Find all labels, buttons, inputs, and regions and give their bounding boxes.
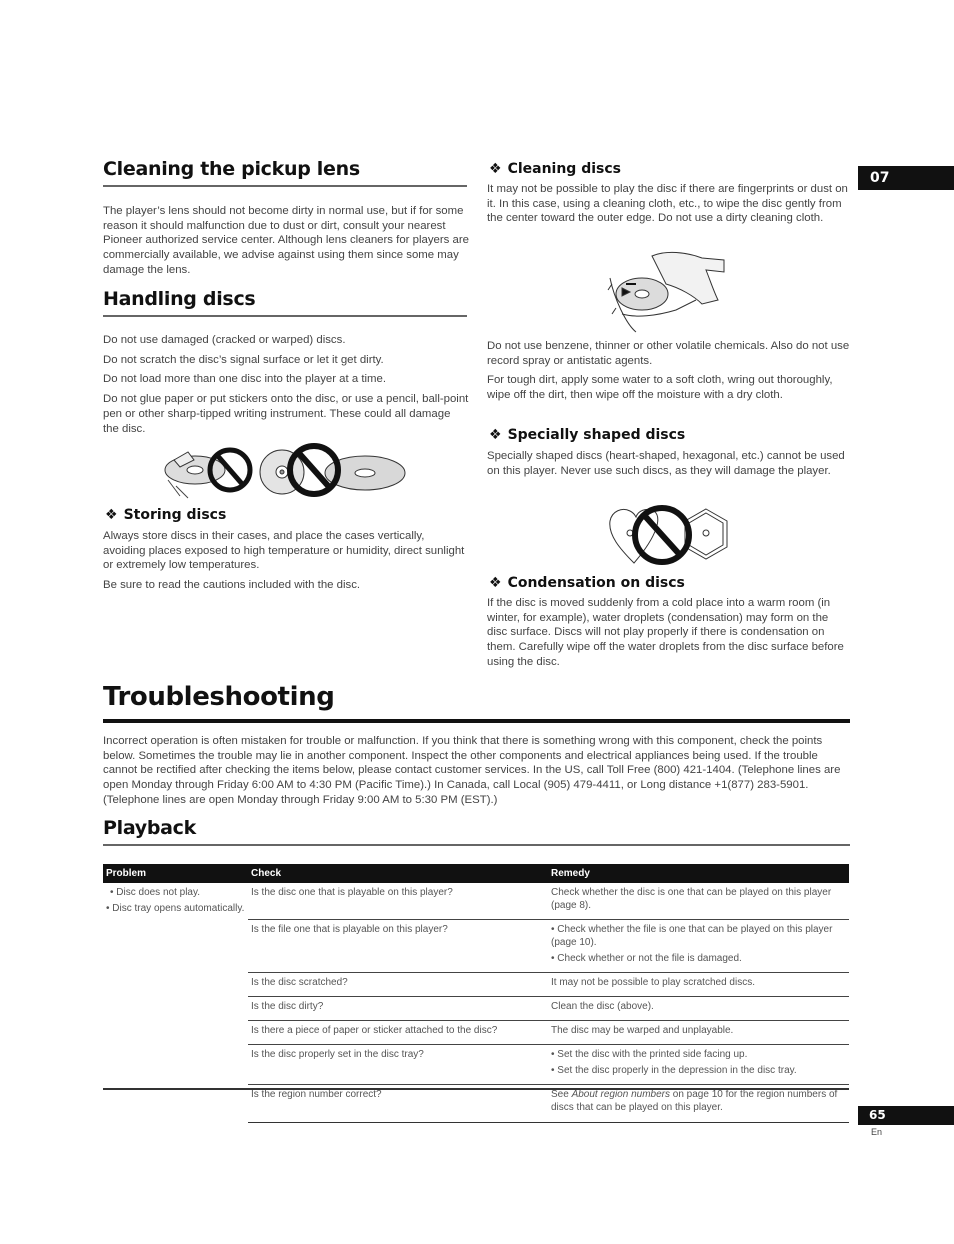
condensation-heading-text: Condensation on discs bbox=[507, 575, 685, 591]
diamond-bullet-icon: ❖ bbox=[489, 575, 502, 591]
storing-body bbox=[103, 529, 469, 598]
remedy-text: on page 10 for the region numbers of discs that can be played on this player. bbox=[551, 1089, 838, 1113]
remedy-cell bbox=[548, 1021, 849, 1045]
wiping-disc-illustration bbox=[606, 248, 730, 334]
playback-table-wrap bbox=[103, 864, 849, 1123]
check-cell: Is the disc properly set in the disc tray? bbox=[248, 1045, 548, 1085]
remedy-cell bbox=[548, 973, 849, 997]
check-cell: Is the disc scratched? bbox=[248, 973, 548, 997]
diamond-bullet-icon: ❖ bbox=[105, 507, 118, 523]
region-numbers-reference: About region numbers bbox=[571, 1089, 670, 1100]
remedy-item: It may not be possible to play scratched discs. bbox=[551, 977, 755, 988]
problem-item: • Disc does not play. bbox=[110, 887, 201, 898]
storing-item: Be sure to read the cautions included with the disc. bbox=[103, 579, 361, 592]
handling-rule bbox=[103, 315, 467, 317]
cleaning-body bbox=[487, 182, 850, 231]
cleaning-heading-text: Cleaning discs bbox=[507, 161, 621, 177]
handling-body bbox=[103, 333, 469, 441]
remedy-cell bbox=[548, 920, 849, 973]
pickup-rule bbox=[103, 185, 467, 187]
table-bottom-rule bbox=[103, 1088, 849, 1090]
remedy-item: • Check whether or not the file is damaged. bbox=[551, 953, 742, 964]
troubleshooting-paragraph: Incorrect operation is often mistaken for trouble or malfunction. If you think that there is something wrong with this component, check the points below. Sometimes the trouble may lie in another component. Inspect the other components and electrical appliances being used. If the trouble cannot be rectified after checking the items below, please contact customer services. In the US, call Toll Free (800) 421-1404. (Telephone lines are open Monday through Friday 6:00 AM to 4:30 PM (Pacific Time).) In Canada, call Local (905) 479-4411, or Long distance +1(877) 283-5901. (Telephone lines are open Monday through Friday 9:00 AM to 5:30 PM (EST).) bbox=[103, 735, 841, 806]
problem-item: • Disc tray opens automatically. bbox=[106, 903, 245, 914]
handling-item: Do not use damaged (cracked or warped) discs. bbox=[103, 334, 346, 346]
header-problem: Problem bbox=[103, 864, 248, 883]
condensation-paragraph: If the disc is moved suddenly from a cold place into a warm room (in winter, for example), water droplets (condensation) may form on the disc surface. Discs will not play properly if there is condensation on them. Carefully wipe off the water droplets from the disc surface before using the disc. bbox=[487, 597, 844, 668]
check-cell: Is the disc dirty? bbox=[248, 997, 548, 1021]
troubleshooting-rule bbox=[103, 719, 850, 723]
header-remedy: Remedy bbox=[548, 864, 849, 883]
cleaning-caution: Do not use benzene, thinner or other volatile chemicals. Also do not use record spray or antistatic agents. bbox=[487, 340, 850, 367]
pickup-heading: Cleaning the pickup lens bbox=[103, 158, 360, 180]
table-header-row bbox=[103, 864, 849, 883]
cleaning-caution: For tough dirt, apply some water to a soft cloth, wring out thoroughly, wipe off the dirt, then wipe off the moisture with a dry cloth. bbox=[487, 374, 833, 402]
remedy-item: • Set the disc properly in the depression in the disc tray. bbox=[551, 1065, 797, 1076]
remedy-item: • Set the disc with the printed side facing up. bbox=[551, 1049, 748, 1060]
page-number-tab bbox=[858, 1106, 954, 1125]
handling-discs-illustration bbox=[160, 440, 410, 500]
cleaning-after bbox=[487, 339, 850, 408]
cleaning-paragraph: It may not be possible to play the disc if there are fingerprints or dust on it. In this case, using a cleaning cloth, etc., to wipe the disc gently from the center toward the outer edge. Do not use a dirty cleaning cloth. bbox=[487, 183, 848, 225]
handling-heading: Handling discs bbox=[103, 288, 256, 310]
diamond-bullet-icon: ❖ bbox=[489, 161, 502, 177]
handling-item: Do not scratch the disc’s signal surface or let it get dirty. bbox=[103, 353, 384, 366]
remedy-cell bbox=[548, 883, 849, 920]
table-row bbox=[103, 883, 849, 920]
shaped-heading bbox=[489, 427, 685, 443]
playback-heading: Playback bbox=[103, 817, 196, 839]
storing-heading bbox=[105, 507, 226, 523]
diamond-bullet-icon: ❖ bbox=[489, 427, 502, 443]
check-cell: Is the region number correct? bbox=[248, 1085, 548, 1123]
cleaning-heading bbox=[489, 161, 621, 177]
header-check: Check bbox=[248, 864, 548, 883]
shaped-discs-illustration bbox=[606, 503, 732, 569]
troubleshooting-heading: Troubleshooting bbox=[103, 682, 335, 712]
shaped-paragraph: Specially shaped discs (heart-shaped, hexagonal, etc.) cannot be used on this player. Never use such discs, as they will damage the player. bbox=[487, 450, 845, 477]
handling-item: Do not load more than one disc into the player at a time. bbox=[103, 373, 387, 386]
condensation-heading bbox=[489, 575, 685, 591]
remedy-cell bbox=[548, 1085, 849, 1123]
remedy-text: See bbox=[551, 1089, 572, 1100]
handling-item: Do not glue paper or put stickers onto the disc, or use a pencil, ball-point pen or other sharp-tipped writing instrument. These could all damage the disc. bbox=[103, 393, 469, 435]
remedy-item: Clean the disc (above). bbox=[551, 1001, 654, 1012]
remedy-cell bbox=[548, 1045, 849, 1085]
remedy-cell bbox=[548, 997, 849, 1021]
playback-table bbox=[103, 864, 849, 1123]
chapter-number: 07 bbox=[870, 170, 890, 186]
check-cell: Is the file one that is playable on this player? bbox=[248, 920, 548, 973]
shaped-body bbox=[487, 449, 850, 483]
storing-heading-text: Storing discs bbox=[123, 507, 227, 523]
page-number: 65 bbox=[869, 1108, 886, 1122]
check-cell: Is the disc one that is playable on this player? bbox=[251, 887, 453, 898]
check-cell: Is there a piece of paper or sticker attached to the disc? bbox=[248, 1021, 548, 1045]
problem-cell bbox=[103, 883, 248, 1123]
troubleshooting-intro bbox=[103, 734, 853, 813]
playback-rule bbox=[103, 844, 850, 846]
chapter-tab bbox=[858, 166, 954, 190]
storing-item: Always store discs in their cases, and place the cases vertically, avoiding places exposed to high temperature or humidity, direct sunlight or extremely low temperatures. bbox=[103, 530, 465, 572]
remedy-item: Check whether the disc is one that can be played on this player (page 8). bbox=[551, 887, 832, 911]
condensation-body bbox=[487, 596, 850, 675]
pickup-paragraph: The player’s lens should not become dirty in normal use, but if for some reason it should malfunction due to dust or dirt, consult your nearest Pioneer authorized service center. Although lens cleaners for players are commercially available, we advise against using them since some may damage the lens. bbox=[103, 205, 469, 276]
remedy-item: The disc may be warped and unplayable. bbox=[551, 1025, 734, 1036]
pickup-body bbox=[103, 204, 469, 283]
remedy-item: • Check whether the file is one that can be played on this player (page 10). bbox=[551, 924, 833, 948]
shaped-heading-text: Specially shaped discs bbox=[507, 427, 686, 443]
language-label: En bbox=[871, 1127, 883, 1137]
